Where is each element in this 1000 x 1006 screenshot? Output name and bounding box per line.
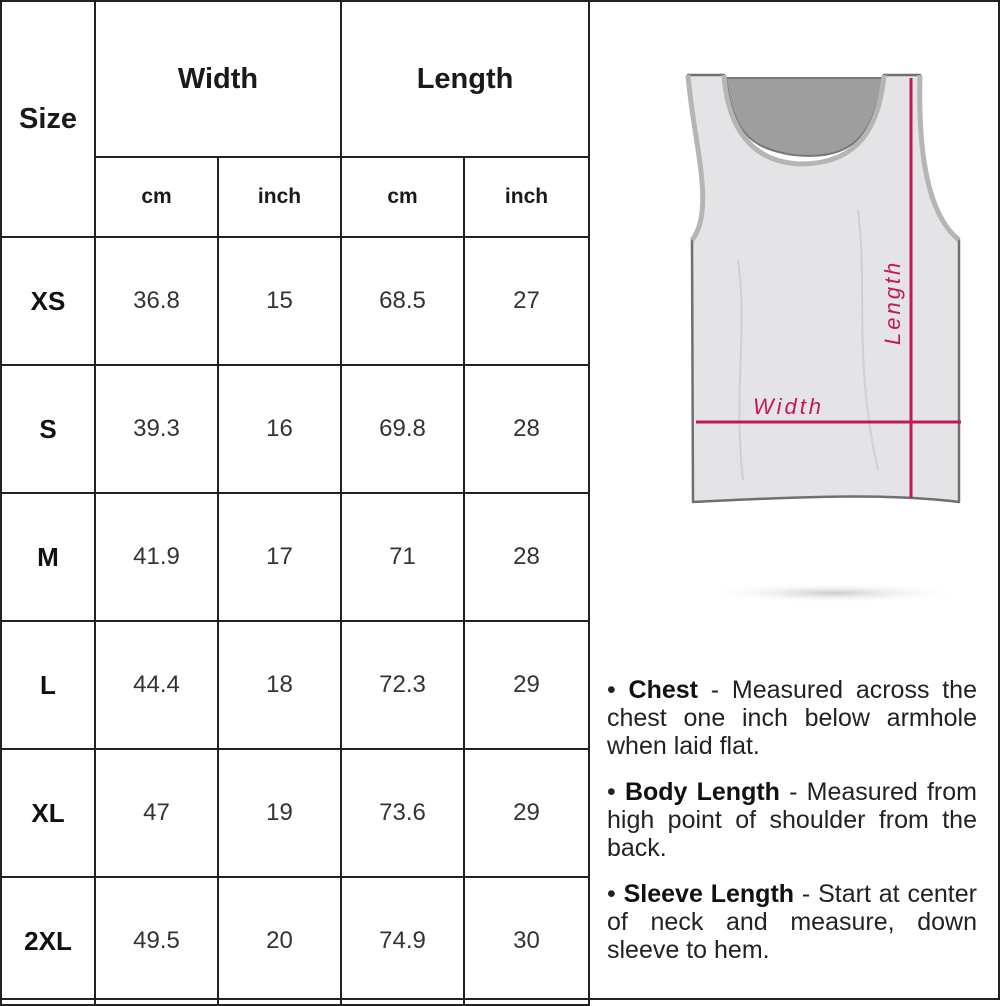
size-label: XS [1,237,95,365]
length-inch-cell: 29 [464,621,589,749]
length-inch-cell: 28 [464,365,589,493]
note-term: Chest [628,676,698,704]
note-text: - Start at center of neck and measure, down sleeve to hem. [607,880,977,964]
width-cm-cell: 49.5 [95,877,218,1005]
length-inch-cell: 29 [464,749,589,877]
length-measure-label: Length [880,259,905,345]
length-inch-header: inch [464,157,589,237]
width-cm-header: cm [95,157,218,237]
note-text: - Measured from high point of shoulder from the back. [607,778,977,862]
size-column-header: Size [1,1,95,237]
size-label: 2XL [1,877,95,1005]
width-inch-cell: 19 [218,749,341,877]
size-label: S [1,365,95,493]
bullet-icon: • [607,778,625,806]
length-inch-cell: 28 [464,493,589,621]
size-label: M [1,493,95,621]
note-term: Body Length [624,778,780,806]
length-cm-cell: 74.9 [341,877,464,1005]
note-term: Sleeve Length [623,880,795,908]
width-cm-cell: 47 [95,749,218,877]
width-cm-cell: 36.8 [95,237,218,365]
size-label: XL [1,749,95,877]
length-cm-cell: 69.8 [341,365,464,493]
width-inch-cell: 17 [218,493,341,621]
length-cm-cell: 71 [341,493,464,621]
width-cm-cell: 41.9 [95,493,218,621]
length-cm-cell: 73.6 [341,749,464,877]
size-label: L [1,621,95,749]
width-inch-header: inch [218,157,341,237]
width-cm-cell: 44.4 [95,621,218,749]
length-group-header: Length [341,1,589,157]
note-text: - Measured across the chest one inch below armhole when laid flat. [607,676,977,760]
width-measure-label: Width [753,394,825,419]
length-cm-header: cm [341,157,464,237]
bullet-icon: • [607,676,629,704]
width-inch-cell: 20 [218,877,341,1005]
length-cm-cell: 68.5 [341,237,464,365]
width-inch-cell: 18 [218,621,341,749]
length-cm-cell: 72.3 [341,621,464,749]
length-inch-cell: 30 [464,877,589,1005]
length-inch-cell: 27 [464,237,589,365]
width-cm-cell: 39.3 [95,365,218,493]
bullet-icon: • [607,880,624,908]
width-inch-cell: 15 [218,237,341,365]
width-inch-cell: 16 [218,365,341,493]
width-group-header: Width [95,1,341,157]
